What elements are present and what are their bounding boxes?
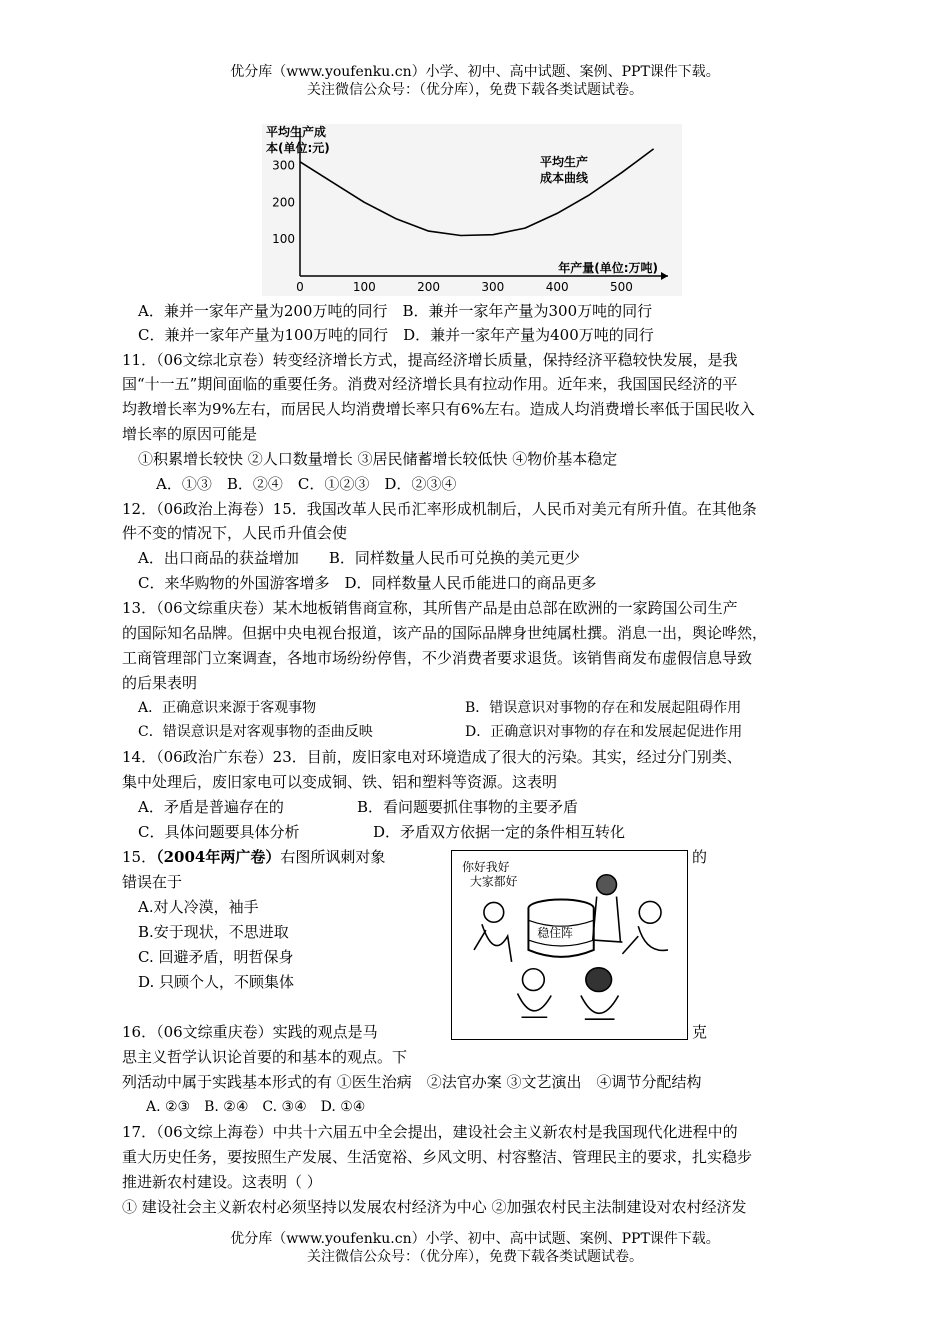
q13-line-4: 的后果表明 [122, 674, 198, 692]
q11-line-3: 均教增长率为9%左右，而居民人均消费增长率只有6%左右。造成人均消费增长率低于国民收入 [122, 400, 755, 418]
q13-line-2: 的国际知名品牌。但据中央电视台报道，该产品的国际品牌身世纯属杜撰。消息一出，舆论哗然， [122, 624, 768, 642]
y-axis-label-1: 平均生产成 [266, 125, 327, 139]
drum-text: 稳住阵 [537, 926, 573, 941]
q16-line-1: 16．（06文综重庆卷）实践的观点是马 [122, 1023, 378, 1041]
footer-line-1: 优分库（www.youfenku.cn）小学、初中、高中试题、案例、PPT课件下载。 [230, 1231, 720, 1247]
cartoon-drawing [452, 851, 687, 1039]
x-tick-label: 300 [481, 280, 505, 294]
x-tick-label: 400 [545, 280, 569, 294]
person-bottom-left-body [518, 993, 552, 1017]
average-cost-chart [262, 124, 682, 296]
q13-line-3: 工商管理部门立案调查，各地市场纷纷停售，不少消费者要求退货。该销售商发布虚假信息导致 [122, 649, 753, 667]
q13-line-1: 13．（06文综重庆卷）某木地板销售商宣称，其所售产品是由总部在欧洲的一家跨国公司生产 [122, 599, 738, 617]
x-tick-label: 100 [352, 280, 376, 294]
footer-line-2: 关注微信公众号：（优分库），免费下载各类试题试卷。 [307, 1249, 643, 1265]
person-top-body [593, 897, 623, 943]
q13-option-c: C．错误意识是对客观事物的歪曲反映 [138, 724, 373, 740]
q12-line-1: 12．（06政治上海卷）15．我国改革人民币汇率形成机制后，人民币对美元有所升值。在其他条 [122, 500, 757, 518]
person-bottom-right-body [581, 995, 619, 1019]
q15-option-a: A.对人冷漠，袖手 [138, 898, 259, 916]
person-right-body [622, 926, 668, 954]
cartoon-caption-1: 你好我好 [462, 859, 510, 874]
q15-line-1-end: 的 [692, 848, 708, 866]
curve-label-1: 平均生产 [540, 155, 589, 169]
q13-option-b: B．错误意识对事物的存在和发展起阻碍作用 [465, 700, 742, 716]
header-line-2: 关注微信公众号：（优分库），免费下载各类试题试卷。 [307, 82, 643, 98]
y-tick-label: 200 [272, 195, 295, 210]
q17-line-2: 重大历史任务，要按照生产发展、生活宽裕、乡风文明、村容整洁、管理民主的要求，扎实稳步 [122, 1148, 753, 1166]
q12-options-line-1: A．出口商品的获益增加 B．同样数量人民币可兑换的美元更少 [138, 549, 580, 567]
cartoon-caption-2: 大家都好 [470, 874, 518, 889]
q13-option-d: D．正确意识对事物的存在和发展起促进作用 [465, 724, 743, 740]
q11-line-2: 国“十一五”期间面临的重要任务。消费对经济增长具有拉动作用。近年来，我国国民经济的平 [122, 375, 738, 393]
q12-options-line-2: C．来华购物的外国游客增多 D．同样数量人民币能进口的商品更多 [138, 574, 597, 592]
satire-cartoon [451, 850, 688, 1040]
q15-source: （2004年两广卷） [156, 848, 281, 866]
person-right-head [639, 901, 661, 923]
y-tick-label: 100 [272, 232, 295, 247]
x-tick-label: 0 [296, 280, 304, 294]
q16-options: A. ②③ B. ②④ C. ③④ D. ①④ [146, 1099, 366, 1115]
x-tick-label: 500 [609, 280, 633, 294]
q14-option-a: A．矛盾是普遍存在的 [138, 798, 284, 816]
q10-options-line-2: C．兼并一家年产量为100万吨的同行 D．兼并一家年产量为400万吨的同行 [138, 326, 654, 344]
q17-line-4: ① 建设社会主义新农村必须坚持以发展农村经济为中心 ②加强农村民主法制建设对农村经济发 [122, 1198, 747, 1216]
person-bottom-left-head [523, 969, 545, 991]
q15-stem: 右图所讽刺对象 [280, 848, 386, 866]
q17-line-3: 推进新农村建设。这表明（ ） [122, 1173, 322, 1191]
q17-line-1: 17．（06文综上海卷）中共十六届五中全会提出，建设社会主义新农村是我国现代化进程中的 [122, 1123, 738, 1141]
q15-number: 15． [122, 848, 157, 866]
q12-line-2: 件不变的情况下，人民币升值会使 [122, 524, 348, 542]
x-tick-label: 200 [417, 280, 441, 294]
q14-option-b: B．看问题要抓住事物的主要矛盾 [357, 798, 579, 816]
q15-line-2: 错误在于 [122, 873, 183, 891]
y-tick-label: 300 [272, 158, 295, 173]
q11-options: A．①③ B．②④ C．①②③ D．②③④ [156, 475, 457, 493]
person-left-body [474, 924, 512, 962]
q14-line-1: 14．（06政治广东卷）23．目前，废旧家电对环境造成了很大的污染。其实，经过分门别类、 [122, 748, 742, 766]
q15-line-1 [122, 846, 385, 868]
q16-line-3: 列活动中属于实践基本形式的有 ①医生治病 ②法官办案 ③文艺演出 ④调节分配结构 [122, 1073, 702, 1091]
q15-option-b: B.安于现状，不思进取 [138, 923, 289, 941]
y-axis-label-2: 本(单位:元) [266, 141, 330, 155]
q11-line-1: 11．（06文综北京卷）转变经济增长方式，提高经济增长质量，保持经济平稳较快发展，是我 [122, 351, 738, 369]
header-line-1: 优分库（www.youfenku.cn）小学、初中、高中试题、案例、PPT课件下载。 [230, 64, 720, 80]
q11-items: ①积累增长较快 ②人口数量增长 ③居民储蓄增长较低快 ④物价基本稳定 [138, 450, 618, 468]
q14-option-d: D．矛盾双方依据一定的条件相互转化 [373, 823, 626, 841]
q15-option-d: D. 只顾个人，不顾集体 [138, 973, 295, 991]
curve-label-2: 成本曲线 [540, 171, 589, 185]
q11-line-4: 增长率的原因可能是 [122, 425, 258, 443]
person-bottom-right-head [586, 968, 612, 992]
q14-option-c: C．具体问题要具体分析 [138, 823, 300, 841]
person-top-head [597, 875, 617, 895]
x-axis-label: 年产量(单位:万吨) [558, 261, 658, 275]
q16-line-1-end: 克 [692, 1023, 708, 1041]
q10-options-line-1: A．兼并一家年产量为200万吨的同行 B．兼并一家年产量为300万吨的同行 [138, 302, 653, 320]
person-left-head [484, 902, 504, 922]
q14-line-2: 集中处理后，废旧家电可以变成铜、铁、铝和塑料等资源。这表明 [122, 773, 558, 791]
q15-option-c: C. 回避矛盾，明哲保身 [138, 948, 294, 966]
q16-line-2: 思主义哲学认识论首要的和基本的观点。下 [122, 1048, 408, 1066]
q13-option-a: A．正确意识来源于客观事物 [138, 700, 317, 716]
